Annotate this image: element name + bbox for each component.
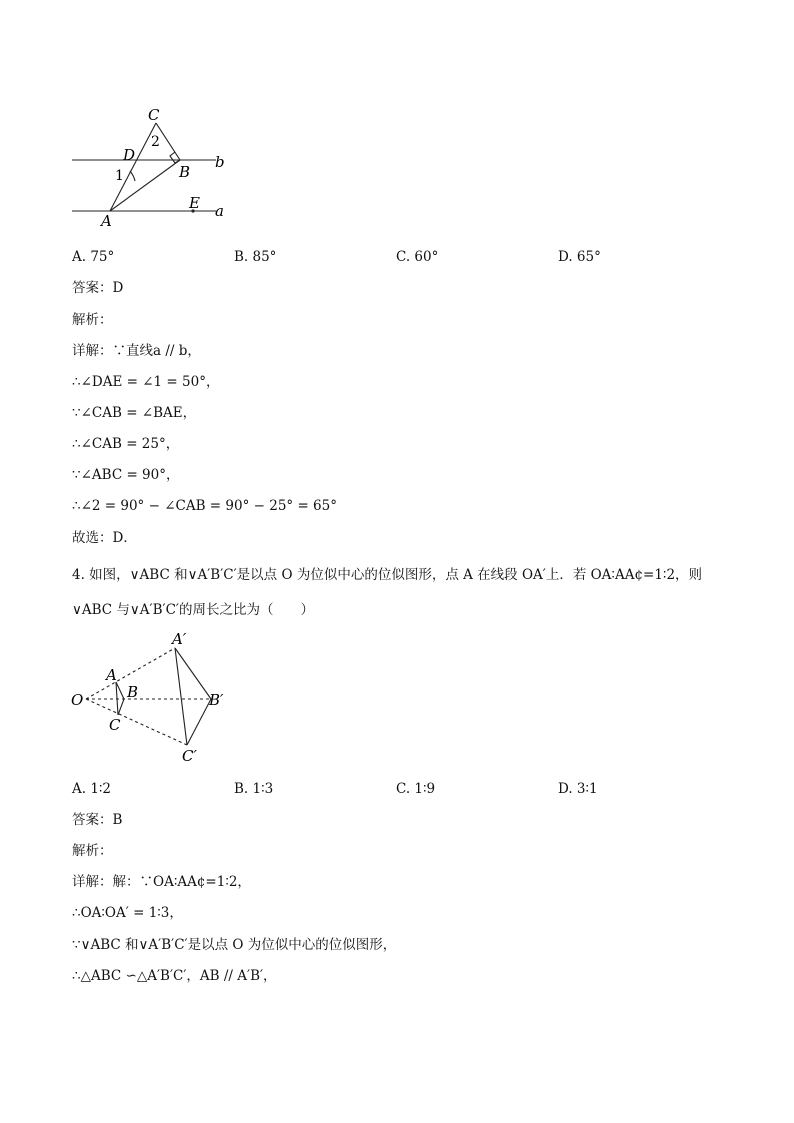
label-B: B bbox=[127, 683, 139, 701]
figure-homothety bbox=[66, 628, 241, 768]
q4-option-a[interactable]: A. 1∶2 bbox=[72, 781, 112, 797]
q3-step-1: 详解：∵直线a // b， bbox=[72, 343, 201, 359]
q4-step-2: ∴OA∶OA′ = 1∶3， bbox=[72, 905, 183, 921]
label-B: B bbox=[179, 163, 191, 181]
q4-answer: 答案：B bbox=[72, 812, 123, 828]
label-A: A bbox=[106, 666, 117, 684]
label-C-prime: C′ bbox=[182, 747, 197, 765]
q3-step-5: ∵∠ABC = 90°， bbox=[72, 467, 180, 483]
q4-option-c[interactable]: C. 1∶9 bbox=[396, 781, 436, 797]
q4-step-1: 详解：解：∵OA∶AA¢=1∶2， bbox=[72, 874, 251, 890]
label-E: E bbox=[189, 194, 200, 212]
q3-option-c[interactable]: C. 60° bbox=[396, 249, 439, 265]
label-O: O bbox=[71, 691, 84, 709]
q3-option-d[interactable]: D. 65° bbox=[558, 249, 601, 265]
segment-AC bbox=[110, 123, 156, 211]
label-angle-2: 2 bbox=[151, 134, 160, 150]
label-A: A bbox=[101, 212, 112, 230]
q3-step-4: ∴∠CAB = 25°， bbox=[72, 436, 180, 452]
q3-step-6: ∴∠2 = 90° − ∠CAB = 90° − 25° = 65° bbox=[72, 498, 337, 514]
q4-option-d[interactable]: D. 3∶1 bbox=[558, 781, 598, 797]
label-C: C bbox=[109, 716, 121, 734]
segment-BprimeCprime bbox=[187, 699, 211, 745]
q3-step-7: 故选：D． bbox=[72, 530, 137, 546]
figure-parallel-lines bbox=[60, 100, 240, 235]
q4-stem-line-2: ∨ABC 与∨A′B′C′的周长之比为（ ） bbox=[72, 602, 314, 618]
q3-analysis-label: 解析： bbox=[72, 312, 113, 328]
label-C: C bbox=[148, 106, 160, 124]
q3-option-b[interactable]: B. 85° bbox=[234, 249, 277, 265]
label-A-prime: A′ bbox=[172, 630, 187, 648]
label-angle-1: 1 bbox=[115, 168, 124, 184]
q3-option-a[interactable]: A. 75° bbox=[72, 249, 115, 265]
q3-answer: 答案：D bbox=[72, 280, 124, 296]
q3-step-2: ∴∠DAE = ∠1 = 50°， bbox=[72, 374, 220, 390]
label-line-a: a bbox=[215, 202, 224, 220]
q4-option-b[interactable]: B. 1∶3 bbox=[234, 781, 274, 797]
label-line-b: b bbox=[215, 153, 225, 171]
angle-1-arc bbox=[130, 171, 135, 181]
q4-step-3: ∵∨ABC 和∨A′B′C′是以点 O 为位似中心的位似图形， bbox=[72, 937, 397, 953]
segment-BC bbox=[118, 699, 124, 715]
label-D: D bbox=[123, 146, 136, 164]
q4-step-4: ∴△ABC ∽△A′B′C′，AB // A′B′， bbox=[72, 968, 277, 984]
q4-stem-line-1: 4. 如图，∨ABC 和∨A′B′C′是以点 O 为位似中心的位似图形，点 A 在线段 OA′上．若 OA∶AA¢=1∶2，则 bbox=[72, 567, 703, 583]
q4-analysis-label: 解析： bbox=[72, 843, 113, 859]
q3-step-3: ∵∠CAB = ∠BAE， bbox=[72, 405, 197, 421]
label-B-prime: B′ bbox=[209, 691, 224, 709]
dashed-O-Cprime bbox=[86, 699, 187, 745]
